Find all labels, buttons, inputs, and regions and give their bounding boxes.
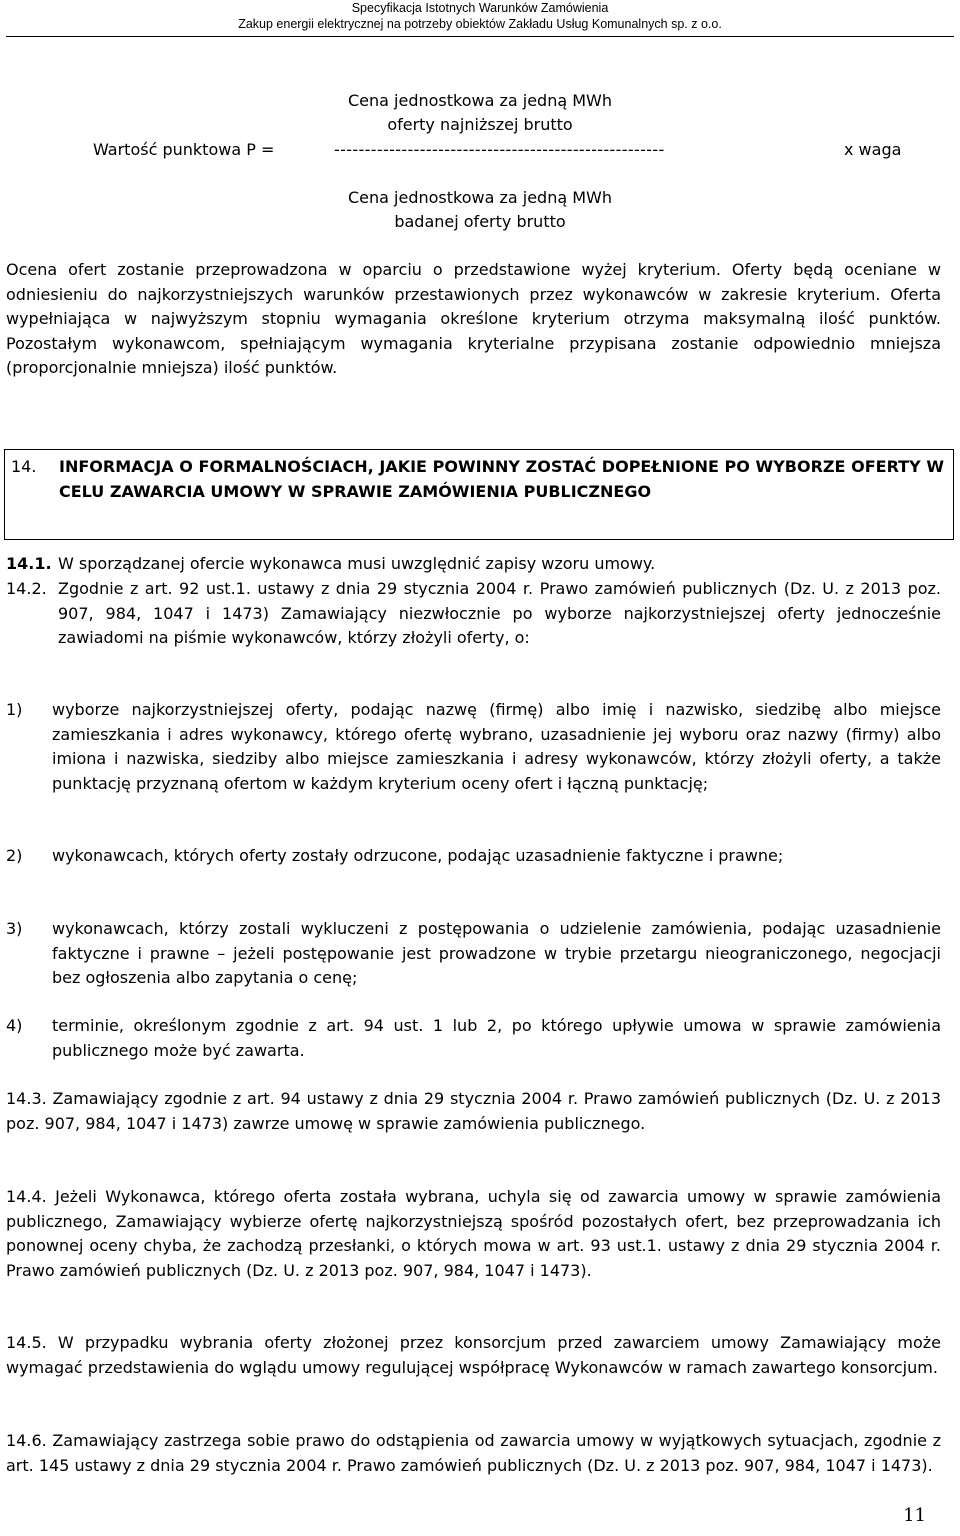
header-subtitle: Zakup energii elektrycznej na potrzeby obiektów Zakładu Usług Komunalnych sp. z o.o.: [238, 17, 722, 31]
formula-numerator-line2: oferty najniższej brutto: [387, 115, 573, 134]
list-item: [6, 698, 941, 796]
section-number: 14.: [11, 457, 37, 476]
formula-fraction-bar: ------------------------------------------------------: [334, 140, 665, 159]
clause-label: 14.1.: [6, 554, 52, 573]
formula-right-label: x waga: [844, 140, 902, 159]
list-item: [6, 917, 941, 991]
list-item-text: wyborze najkorzystniejszej oferty, podając nazwę (firmę) albo imię i nazwisko, siedzibę albo miejsce zamieszkania i adres wykonawcy, którego ofertę wybrano, uzasadnienie jej wyboru oraz nazwy (firmy) albo imiona i nazwiska, siedziby albo miejsce zamieszkania i adresy wykonawców, którzy złożyli oferty, a także punktację przyznaną ofertom w każdym kryterium oceny ofert i łączną punktację;: [52, 700, 941, 793]
header-title: Specyfikacja Istotnych Warunków Zamówienia: [351, 1, 609, 15]
clause-text: Zgodnie z art. 92 ust.1. ustawy z dnia 29 stycznia 2004 r. Prawo zamówień publicznych (Dz. U. z 2013 poz. 907, 984, 1047 i 1473) Zamawiający niezwłocznie po wyborze najkorzystniejszej oferty jednocześnie zawiadomi na piśmie wykonawców, którzy złożyli oferty, o:: [58, 579, 941, 647]
formula-left-label: Wartość punktowa P =: [93, 140, 275, 159]
list-item-text: wykonawcach, których oferty zostały odrzucone, podając uzasadnienie faktyczne i prawne;: [52, 846, 784, 865]
section-title: INFORMACJA O FORMALNOŚCIACH, JAKIE POWINNY ZOSTAĆ DOPEŁNIONE PO WYBORZE OFERTY W CELU ZAWARCIA UMOWY W SPRAWIE ZAMÓWIENIA PUBLICZNEGO: [59, 457, 944, 501]
clause-text: W sporządzanej ofercie wykonawca musi uwzględnić zapisy wzoru umowy.: [58, 554, 656, 573]
list-item-text: wykonawcach, którzy zostali wykluczeni z postępowania o udzielenie zamówienia, podając uzasadnienie faktyczne i prawne – jeżeli postępowanie jest prowadzone w trybie przetargu nieograniczonego, negocjacji bez ogłoszenia albo zapytania o cenę;: [52, 919, 941, 987]
formula-denominator-line2: badanej oferty brutto: [394, 212, 566, 231]
formula-numerator-line1: Cena jednostkowa za jedną MWh: [347, 91, 613, 110]
clause-14-2: [6, 577, 941, 651]
list-item: [6, 844, 941, 869]
clause-14-6: 14.6. Zamawiający zastrzega sobie prawo do odstąpienia od zawarcia umowy w wyjątkowych sytuacjach, zgodnie z art. 145 ustawy z dnia 29 stycznia 2004 r. Prawo zamówień publicznych (Dz. U. z 2013 poz. 907, 984, 1047 i 1473).: [6, 1431, 941, 1475]
list-item: [6, 1014, 941, 1063]
page-number: 11: [903, 1505, 926, 1526]
page-header: [0, 0, 960, 32]
section-heading-box: [4, 449, 954, 540]
list-item-label: 1): [6, 700, 23, 719]
clause-14-5: 14.5. W przypadku wybrania oferty złożonej przez konsorcjum przed zawarciem umowy Zamawiający może wymagać przedstawienia do wglądu umowy regulującej współpracę Wykonawców w ramach zawartego konsorcjum.: [6, 1333, 941, 1377]
list-item-label: 4): [6, 1016, 23, 1035]
clause-label: 14.2.: [6, 579, 47, 598]
header-rule: [6, 36, 954, 37]
clause-14-4: 14.4. Jeżeli Wykonawca, którego oferta została wybrana, uchyla się od zawarcia umowy w sprawie zamówienia publicznego, Zamawiający wybierze ofertę najkorzystniejszą spośród pozostałych ofert, bez przeprowadzania ich ponownej oceny chyba, że zachodzą przesłanki, o których mowa w art. 93 ust.1. ustawy z dnia 29 stycznia 2004 r. Prawo zamówień publicznych (Dz. U. z 2013 poz. 907, 984, 1047 i 1473).: [6, 1187, 941, 1280]
evaluation-paragraph: Ocena ofert zostanie przeprowadzona w oparciu o przedstawione wyżej kryterium. Oferty będą oceniane w odniesieniu do najkorzystniejszych warunków przestawionych przez wykonawców w zakresie kryterium. Oferta wypełniająca w najwyższym stopniu wymagania określone kryterium otrzyma maksymalną ilość punktów. Pozostałym wykonawcom, spełniającym wymagania kryterialne przypisana zostanie odpowiednio mniejsza (proporcjonalnie mniejsza) ilość punktów.: [6, 260, 941, 377]
clause-14-3: 14.3. Zamawiający zgodnie z art. 94 ustawy z dnia 29 stycznia 2004 r. Prawo zamówień publicznych (Dz. U. z 2013 poz. 907, 984, 1047 i 1473) zawrze umowę w sprawie zamówienia publicznego.: [6, 1089, 941, 1133]
clause-14-1: [6, 552, 941, 577]
list-item-label: 2): [6, 846, 23, 865]
list-item-label: 3): [6, 919, 23, 938]
list-item-text: terminie, określonym zgodnie z art. 94 ust. 1 lub 2, po którego upływie umowa w sprawie zamówienia publicznego może być zawarta.: [52, 1016, 941, 1060]
formula-denominator-line1: Cena jednostkowa za jedną MWh: [347, 188, 613, 207]
